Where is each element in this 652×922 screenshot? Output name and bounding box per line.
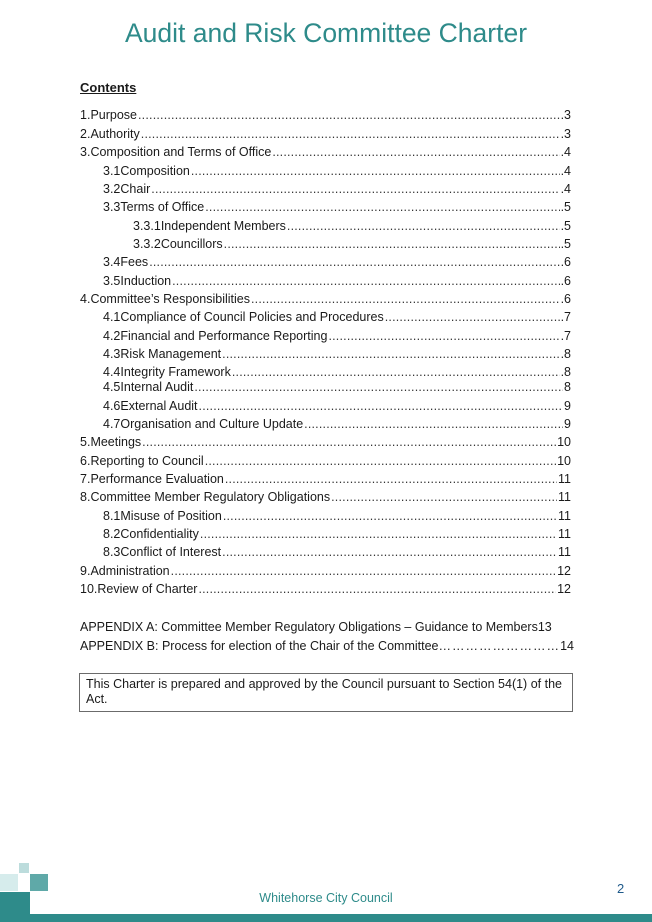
- toc-entry-page: 11: [558, 527, 571, 541]
- toc-entry[interactable]: [80, 564, 571, 579]
- toc-leader-dots: [199, 399, 564, 414]
- toc-entry[interactable]: [103, 417, 571, 432]
- toc-leader-dots: [251, 292, 560, 307]
- toc-entry-label: Confidentiality: [120, 527, 199, 541]
- toc-entry-number: 2.: [80, 127, 91, 141]
- toc-entry-label: Review of Charter: [97, 582, 198, 596]
- toc-entry-number: 3.2: [103, 182, 121, 196]
- toc-entry[interactable]: [80, 108, 571, 123]
- toc-leader-dots: [172, 274, 559, 289]
- toc-entry-label: Meetings: [90, 435, 142, 449]
- toc-entry[interactable]: [103, 164, 571, 179]
- toc-leader-dots: [198, 582, 556, 597]
- toc-entry-label: Conflict of Interest: [120, 545, 222, 559]
- toc-entry-label: Independent Members: [160, 219, 286, 233]
- toc-entry[interactable]: [103, 347, 571, 362]
- toc-entry-label: Performance Evaluation: [90, 472, 224, 486]
- toc-entry-number: 4.5: [103, 380, 121, 394]
- logo-square-medium: [30, 874, 48, 891]
- toc-entry-label: Reporting to Council: [90, 454, 204, 468]
- toc-entry-page: 8: [564, 380, 571, 394]
- toc-leader-dots: [149, 255, 559, 270]
- toc-entry-page: .6: [560, 292, 571, 306]
- toc-entry-label: Misuse of Position: [120, 509, 222, 523]
- toc-entry-number: 4.2: [103, 329, 121, 343]
- toc-entry-number: 8.: [80, 490, 91, 504]
- toc-leader-dots: [438, 639, 560, 654]
- toc-entry-page: .5: [560, 219, 571, 233]
- toc-entry-label: Compliance of Council Policies and Procedures: [120, 310, 384, 324]
- toc-entry-label: Risk Management: [120, 347, 222, 361]
- toc-entry-page: .8: [560, 365, 571, 379]
- toc-leader-dots: [200, 527, 557, 542]
- toc-entry-number: 5.: [80, 435, 91, 449]
- toc-entry[interactable]: [103, 255, 571, 270]
- toc-leader-dots: [194, 380, 563, 395]
- toc-entry[interactable]: [80, 582, 571, 597]
- toc-entry[interactable]: [80, 454, 571, 469]
- toc-entry-page: .7: [560, 310, 571, 324]
- toc-entry-page: 12: [557, 564, 571, 578]
- toc-leader-dots: [222, 545, 557, 560]
- toc-entry-label: Chair: [120, 182, 151, 196]
- toc-entry-page: 10: [557, 435, 571, 449]
- toc-leader-dots: [222, 347, 559, 362]
- toc-entry-page: 11: [558, 490, 571, 504]
- toc-entry-label: Councillors: [160, 237, 223, 251]
- toc-entry-number: 3.3: [103, 200, 121, 214]
- toc-entry[interactable]: [80, 127, 571, 142]
- toc-leader-dots: [138, 108, 560, 123]
- toc-leader-dots: [205, 454, 556, 469]
- toc-entry-label: Committee’s Responsibilities: [90, 292, 250, 306]
- toc-entry-label: Internal Audit: [120, 380, 194, 394]
- charter-note-box: [79, 673, 573, 712]
- toc-entry-label: Induction: [120, 274, 172, 288]
- toc-entry-number: 7.: [80, 472, 91, 486]
- toc-appendix-a[interactable]: [80, 620, 574, 635]
- toc-entry-number: 8.2: [103, 527, 121, 541]
- toc-appendix-page: 14: [560, 639, 574, 653]
- toc-entry[interactable]: [103, 380, 571, 395]
- toc-entry-number: 3.3.2: [133, 237, 161, 251]
- toc-entry-page: 11: [558, 545, 571, 559]
- toc-entry[interactable]: [103, 274, 571, 289]
- toc-leader-dots: [272, 145, 559, 160]
- toc-entry[interactable]: [80, 435, 571, 450]
- toc-appendix-page: 13: [537, 620, 552, 634]
- toc-entry-number: 3.: [80, 145, 91, 159]
- toc-entry[interactable]: [103, 365, 571, 380]
- toc-appendix-b[interactable]: [80, 639, 574, 654]
- toc-appendix-label: APPENDIX A: Committee Member Regulatory Obligations – Guidance to Members: [80, 620, 538, 634]
- toc-entry-number: 3.1: [103, 164, 121, 178]
- toc-leader-dots: [385, 310, 560, 325]
- toc-entry-page: 11: [558, 509, 571, 523]
- toc-entry-page: .5: [560, 237, 571, 251]
- toc-entry-page: .3: [560, 108, 571, 122]
- toc-entry[interactable]: [103, 182, 571, 197]
- footer-organisation: Whitehorse City Council: [259, 891, 393, 905]
- toc-entry-page: 9: [564, 417, 571, 431]
- toc-entry-label: Integrity Framework: [120, 365, 231, 379]
- toc-entry-number: 4.7: [103, 417, 121, 431]
- toc-entry-number: 3.3.1: [133, 219, 161, 233]
- charter-note-text: This Charter is prepared and approved by the Council pursuant to Section 54(1) of the Act.: [86, 677, 562, 706]
- toc-entry[interactable]: [103, 310, 571, 325]
- toc-entry-number: 4.3: [103, 347, 121, 361]
- toc-entry-label: Committee Member Regulatory Obligations: [90, 490, 331, 504]
- toc-entry-page: 9: [564, 399, 571, 413]
- toc-entry[interactable]: [103, 545, 571, 560]
- toc-entry-number: 8.3: [103, 545, 121, 559]
- toc-entry-page: .4: [560, 182, 571, 196]
- toc-leader-dots: [331, 490, 557, 505]
- toc-entry-number: 10.: [80, 582, 98, 596]
- toc-entry-page: .6: [560, 255, 571, 269]
- toc-entry-label: Fees: [120, 255, 149, 269]
- toc-leader-dots: [232, 365, 560, 380]
- logo-square-small: [19, 863, 29, 873]
- toc-entry-page: .3: [560, 127, 571, 141]
- toc-entry-label: Composition: [120, 164, 190, 178]
- document-title: Audit and Risk Committee Charter: [124, 18, 528, 48]
- toc-leader-dots: [328, 329, 559, 344]
- toc-entry-number: 3.5: [103, 274, 121, 288]
- toc-leader-dots: [141, 127, 560, 142]
- toc-entry-number: 9.: [80, 564, 91, 578]
- toc-entry-page: .4: [560, 145, 571, 159]
- toc-leader-dots: [142, 435, 556, 450]
- toc-entry-page: .8: [560, 347, 571, 361]
- toc-entry-label: Terms of Office: [120, 200, 205, 214]
- toc-leader-dots: [171, 564, 556, 579]
- footer-bar: [0, 914, 652, 922]
- toc-entry-number: 6.: [80, 454, 91, 468]
- page-number: 2: [617, 881, 625, 896]
- toc-leader-dots: [223, 509, 557, 524]
- toc-entry-label: Authority: [90, 127, 140, 141]
- toc-entry-label: Composition and Terms of Office: [90, 145, 272, 159]
- toc-entry-number: 8.1: [103, 509, 121, 523]
- logo-square-light: [0, 874, 18, 891]
- toc-entry-label: Financial and Performance Reporting: [120, 329, 328, 343]
- toc-entry-page: .6: [560, 274, 571, 288]
- toc-entry[interactable]: [80, 490, 571, 505]
- contents-heading: Contents: [80, 80, 137, 95]
- toc-leader-dots: [224, 237, 560, 252]
- toc-entry[interactable]: [103, 329, 571, 344]
- toc-entry-page: 11: [558, 472, 571, 486]
- toc-entry-number: 1.: [80, 108, 91, 122]
- toc-entry[interactable]: [80, 472, 571, 487]
- toc-entry-number: 4.1: [103, 310, 121, 324]
- toc-entry[interactable]: [80, 292, 571, 307]
- toc-entry-number: 4.4: [103, 365, 121, 379]
- toc-leader-dots: [205, 200, 559, 215]
- toc-entry[interactable]: [103, 200, 571, 215]
- toc-leader-dots: [225, 472, 557, 487]
- toc-leader-dots: [287, 219, 560, 234]
- toc-entry-page: .5: [560, 200, 571, 214]
- toc-entry-page: 10: [557, 454, 571, 468]
- toc-entry-label: Administration: [90, 564, 170, 578]
- toc-entry[interactable]: [103, 509, 571, 524]
- toc-entry[interactable]: [103, 527, 571, 542]
- toc-leader-dots: [191, 164, 560, 179]
- toc-entry-label: Purpose: [90, 108, 137, 122]
- toc-leader-dots: [151, 182, 559, 197]
- toc-entry[interactable]: [133, 219, 571, 234]
- toc-entry-number: 3.4: [103, 255, 121, 269]
- toc-entry-number: 4.6: [103, 399, 121, 413]
- toc-leader-dots: [304, 417, 563, 432]
- toc-entry-page: 12: [557, 582, 571, 596]
- toc-entry-number: 4.: [80, 292, 91, 306]
- toc-entry[interactable]: [80, 145, 571, 160]
- toc-entry-page: .4: [560, 164, 571, 178]
- toc-entry[interactable]: [133, 237, 571, 252]
- toc-appendix-label: APPENDIX B: Process for election of the Chair of the Committee: [80, 639, 439, 653]
- toc-entry-page: .7: [560, 329, 571, 343]
- toc-entry[interactable]: [103, 399, 571, 414]
- toc-entry-label: Organisation and Culture Update: [120, 417, 304, 431]
- toc-entry-label: External Audit: [120, 399, 198, 413]
